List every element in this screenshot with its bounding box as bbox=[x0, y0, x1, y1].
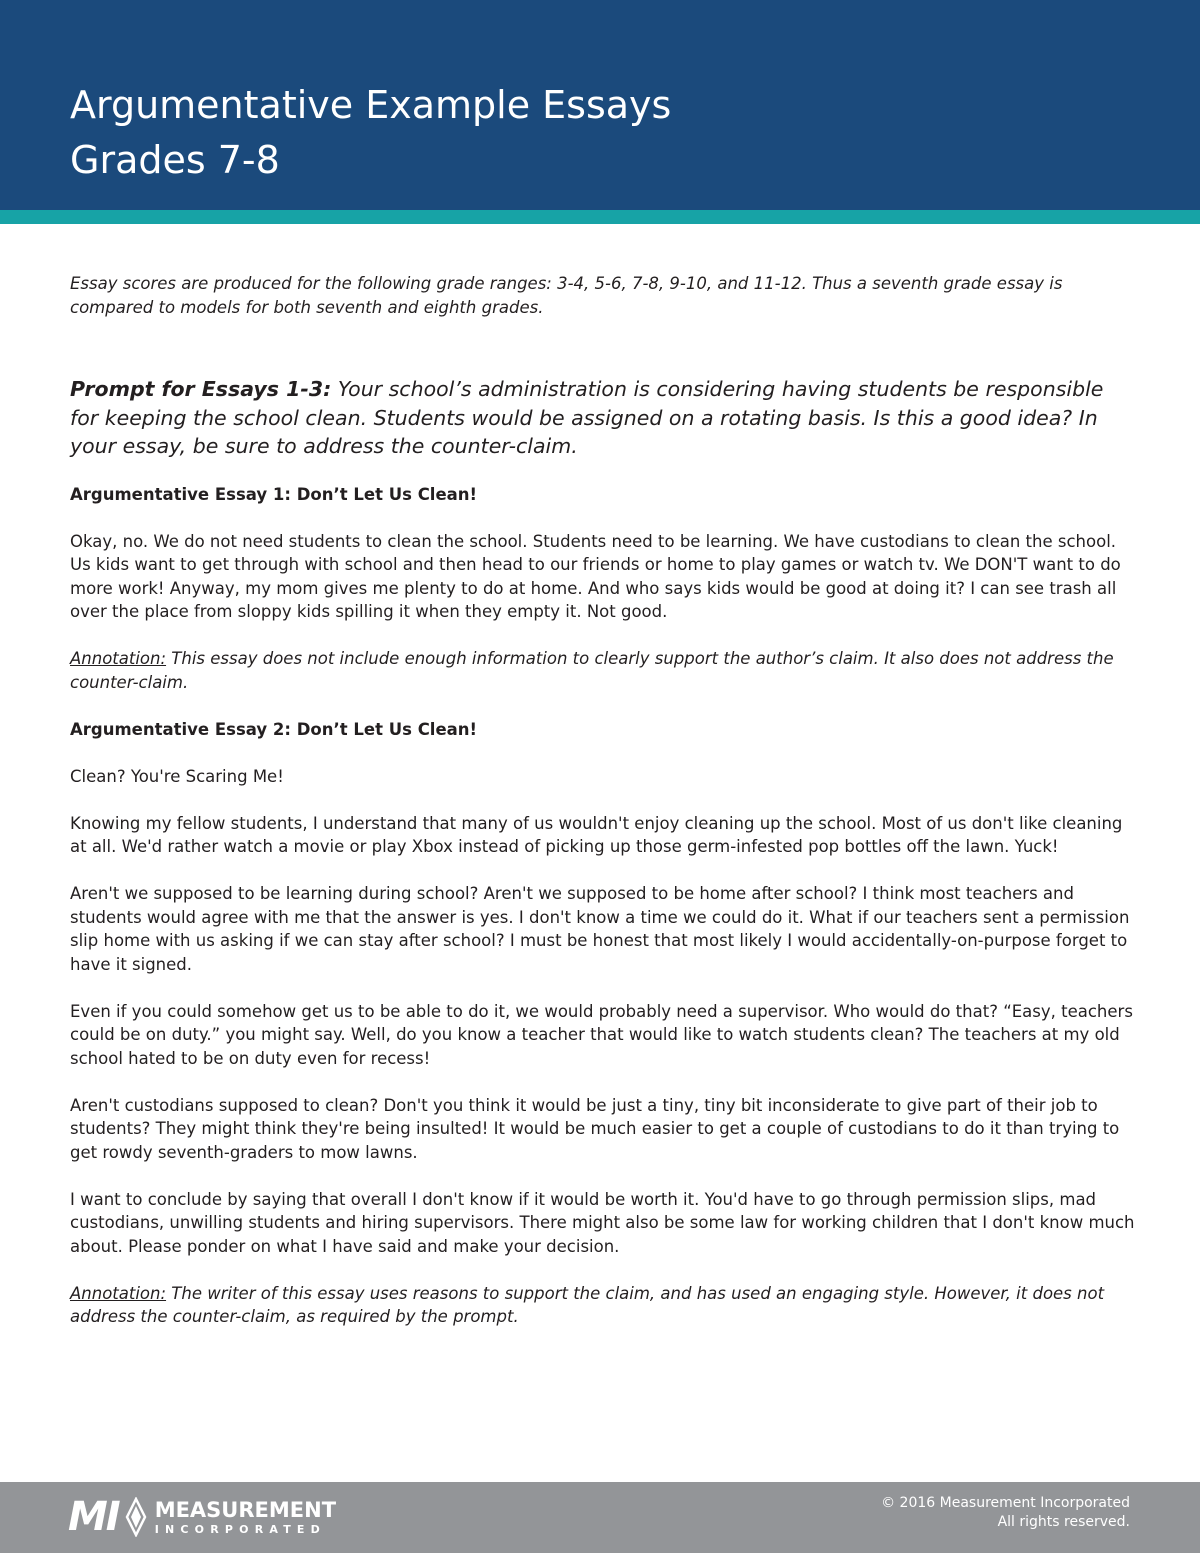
page-title-line1: Argumentative Example Essays bbox=[70, 83, 672, 127]
essay1-body: Okay, no. We do not need students to clean the school. Students need to be learning. We have custodians to clean the school. Us kids want to get through with school and then head to our friends or home to play games or watch tv. We DON'T want to do more work! Anyway, my mom gives me plenty to do at home. And who says kids would be good at doing it? I can see trash all over the place from sloppy kids spilling it when they empty it. Not good. bbox=[70, 531, 1121, 621]
page-footer bbox=[0, 1482, 1200, 1553]
prompt-text: Your school’s administration is considering having students be responsible for keeping the school clean. Students would be assigned on a rotating basis. Is this a good idea? In your essay, be sure to address the counter-claim. bbox=[70, 377, 1104, 458]
logo-word-measurement: MEASUREMENT bbox=[154, 1497, 337, 1522]
document-body bbox=[70, 272, 1135, 1352]
logo-wordmark bbox=[154, 1497, 337, 1536]
essay2-paragraph: Aren't we supposed to be learning during school? Aren't we supposed to be home after school? I think most teachers and students would agree with me that the answer is yes. I don't know a time we could do it. What if our teachers sent a permission slip home with us asking if we can stay after school? I must be honest that most likely I would accidentally-on-purpose forget to have it signed. bbox=[70, 884, 1130, 974]
logo-mi-mark: MI bbox=[68, 1494, 119, 1540]
essay2-annotation bbox=[70, 1282, 1135, 1329]
page-header bbox=[0, 0, 1200, 210]
copyright-line1: © 2016 Measurement Incorporated bbox=[881, 1495, 1130, 1511]
prompt-label: Prompt for Essays 1-3: bbox=[70, 377, 332, 401]
essay1-annotation-text: This essay does not include enough information to clearly support the author’s claim. It also does not address the counter-claim. bbox=[70, 649, 1114, 692]
essay1-heading: Argumentative Essay 1: Don’t Let Us Clean! bbox=[70, 484, 478, 504]
essay2-annotation-label: Annotation: bbox=[70, 1283, 167, 1303]
header-accent-stripe bbox=[0, 210, 1200, 224]
page-title-line2: Grades 7-8 bbox=[70, 138, 280, 182]
essay2-paragraph: Aren't custodians supposed to clean? Don't you think it would be just a tiny, tiny bit inconsiderate to give part of their job to students? They might think they're being insulted! It would be much easier to get a couple of custodians to do it than trying to get rowdy seventh-graders to mow lawns. bbox=[70, 1095, 1120, 1162]
copyright-line2: All rights reserved. bbox=[997, 1514, 1130, 1530]
logo-word-incorporated: INCORPORATED bbox=[154, 1522, 326, 1536]
company-logo bbox=[68, 1492, 336, 1542]
essay2-subtitle: Clean? You're Scaring Me! bbox=[70, 766, 284, 786]
copyright-notice bbox=[881, 1494, 1130, 1532]
essay1-annotation bbox=[70, 647, 1135, 694]
essay2-heading: Argumentative Essay 2: Don’t Let Us Clean! bbox=[70, 719, 478, 739]
essay2-paragraph: Even if you could somehow get us to be able to do it, we would probably need a supervisor. Who would do that? “Easy, teachers could be on duty.” you might say. Well, do you know a teacher that would like to watch students clean? The teachers at my old school hated to be on duty even for recess! bbox=[70, 1001, 1133, 1068]
essay2-paragraph: I want to conclude by saying that overall I don't know if it would be worth it. You'd have to go through permission slips, mad custodians, unwilling students and hiring supervisors. There might also be some law for working children that I don't know much about. Please ponder on what I have said and make your decision. bbox=[70, 1189, 1135, 1256]
essay-prompt bbox=[70, 375, 1135, 461]
essay1-annotation-label: Annotation: bbox=[70, 649, 167, 668]
logo-diamond-icon bbox=[125, 1497, 147, 1537]
essay2-paragraph: Knowing my fellow students, I understand that many of us wouldn't enjoy cleaning up the school. Most of us don't like cleaning at all. We'd rather watch a movie or play Xbox instead of picking up those germ-infested pop bottles off the lawn. Yuck! bbox=[70, 813, 1123, 856]
intro-note: Essay scores are produced for the following grade ranges: 3-4, 5-6, 7-8, 9-10, and 11-12. Thus a seventh grade essay is compared to models for both seventh and eighth grades. bbox=[70, 274, 1063, 317]
essay2-annotation-text: The writer of this essay uses reasons to support the claim, and has used an engaging style. However, it does not address the counter-claim, as required by the prompt. bbox=[70, 1283, 1105, 1326]
page-title bbox=[70, 78, 671, 188]
